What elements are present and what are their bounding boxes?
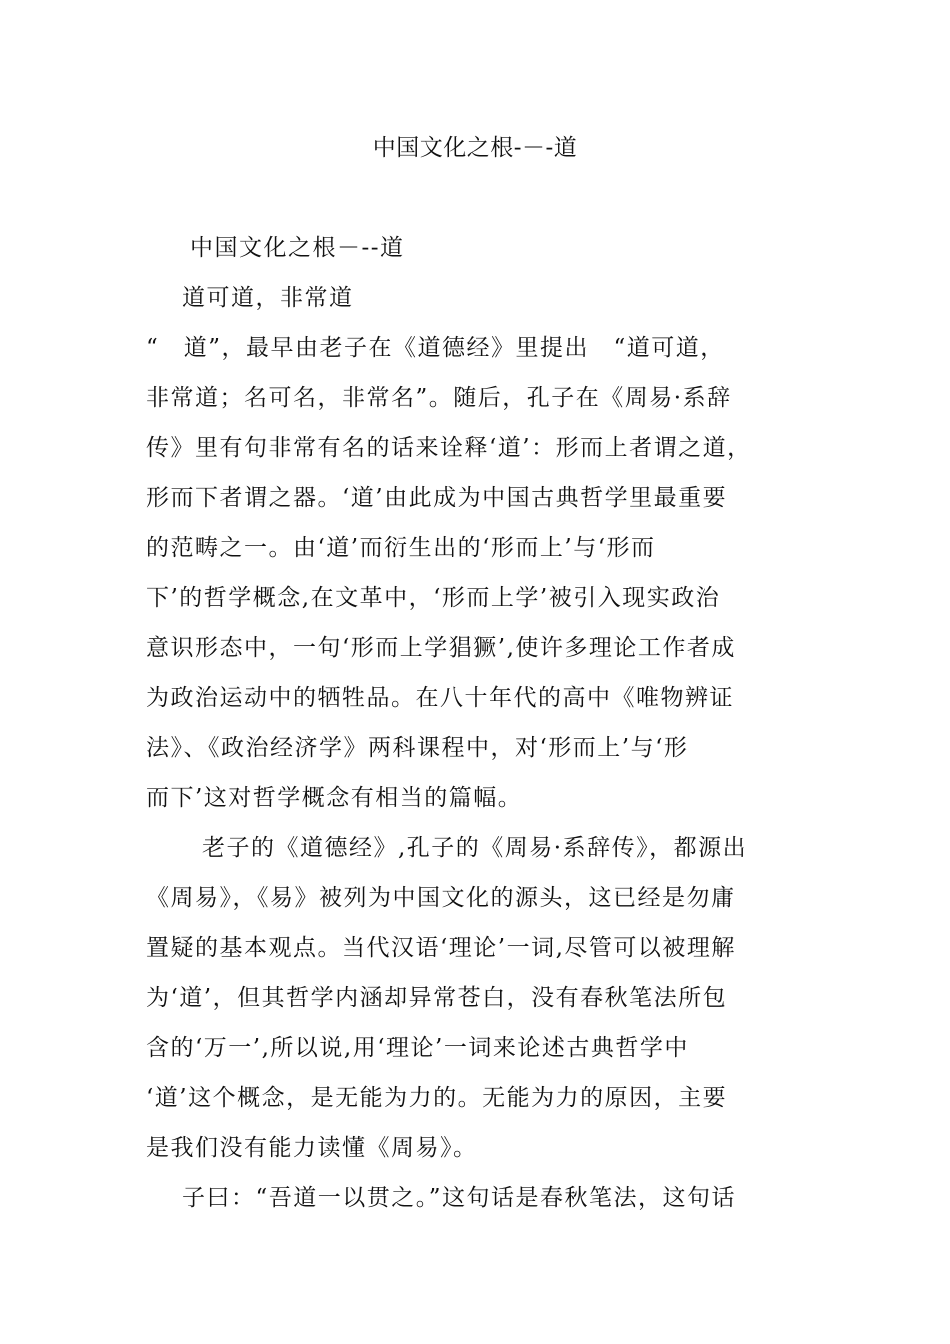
text-line: 置疑的基本观点。当代汉语‘理论’一词,尽管可以被理解 — [146, 935, 736, 961]
text-line: 的范畴之一。由‘道’而衍生出的‘形而上’与‘形而 — [146, 535, 656, 561]
text-line: “ 道”，最早由老子在《道德经》里提出 “道可道， — [146, 335, 725, 361]
text-line: 法》、《政治经济学》两科课程中，对‘形而上’与‘形 — [146, 735, 689, 761]
paragraph-heading: 中国文化之根－--道 — [190, 235, 405, 261]
text-line: 含的‘万一’,所以说,用‘理论’一词来论述古典哲学中 — [146, 1035, 689, 1061]
text-line: 传》里有句非常有名的话来诠释‘道’：形而上者谓之道， — [146, 435, 752, 461]
text-line: 是我们没有能力读懂《周易》。 — [146, 1135, 478, 1161]
document-title: 中国文化之根-－-道 — [372, 135, 578, 161]
text-line: 为‘道’，但其哲学内涵却异常苍白，没有春秋笔法所包 — [146, 985, 728, 1011]
text-line: 而下’这对哲学概念有相当的篇幅。 — [146, 785, 523, 811]
text-line: 非常道；名可名，非常名”。随后，孔子在《周易·系辞 — [146, 385, 732, 411]
text-line: 下’的哲学概念,在文革中，‘形而上学’被引入现实政治 — [146, 585, 721, 611]
text-line: 形而下者谓之器。‘道’由此成为中国古典哲学里最重要 — [146, 485, 728, 511]
text-line: ‘道’这个概念，是无能为力的。无能为力的原因，主要 — [146, 1085, 728, 1111]
paragraph-subheading: 道可道，非常道 — [182, 285, 354, 311]
text-line: 《周易》，《易》被列为中国文化的源头，这已经是勿庸 — [146, 885, 736, 911]
text-line: 意识形态中，一句‘形而上学猖獗’,使许多理论工作者成 — [146, 635, 736, 661]
text-line: 为政治运动中的牺牲品。在八十年代的高中《唯物辨证 — [146, 685, 734, 711]
text-line: 子曰：“吾道一以贯之。”这句话是春秋笔法，这句话 — [182, 1185, 737, 1211]
text-line: 老子的《道德经》,孔子的《周易·系辞传》，都源出 — [202, 835, 748, 861]
